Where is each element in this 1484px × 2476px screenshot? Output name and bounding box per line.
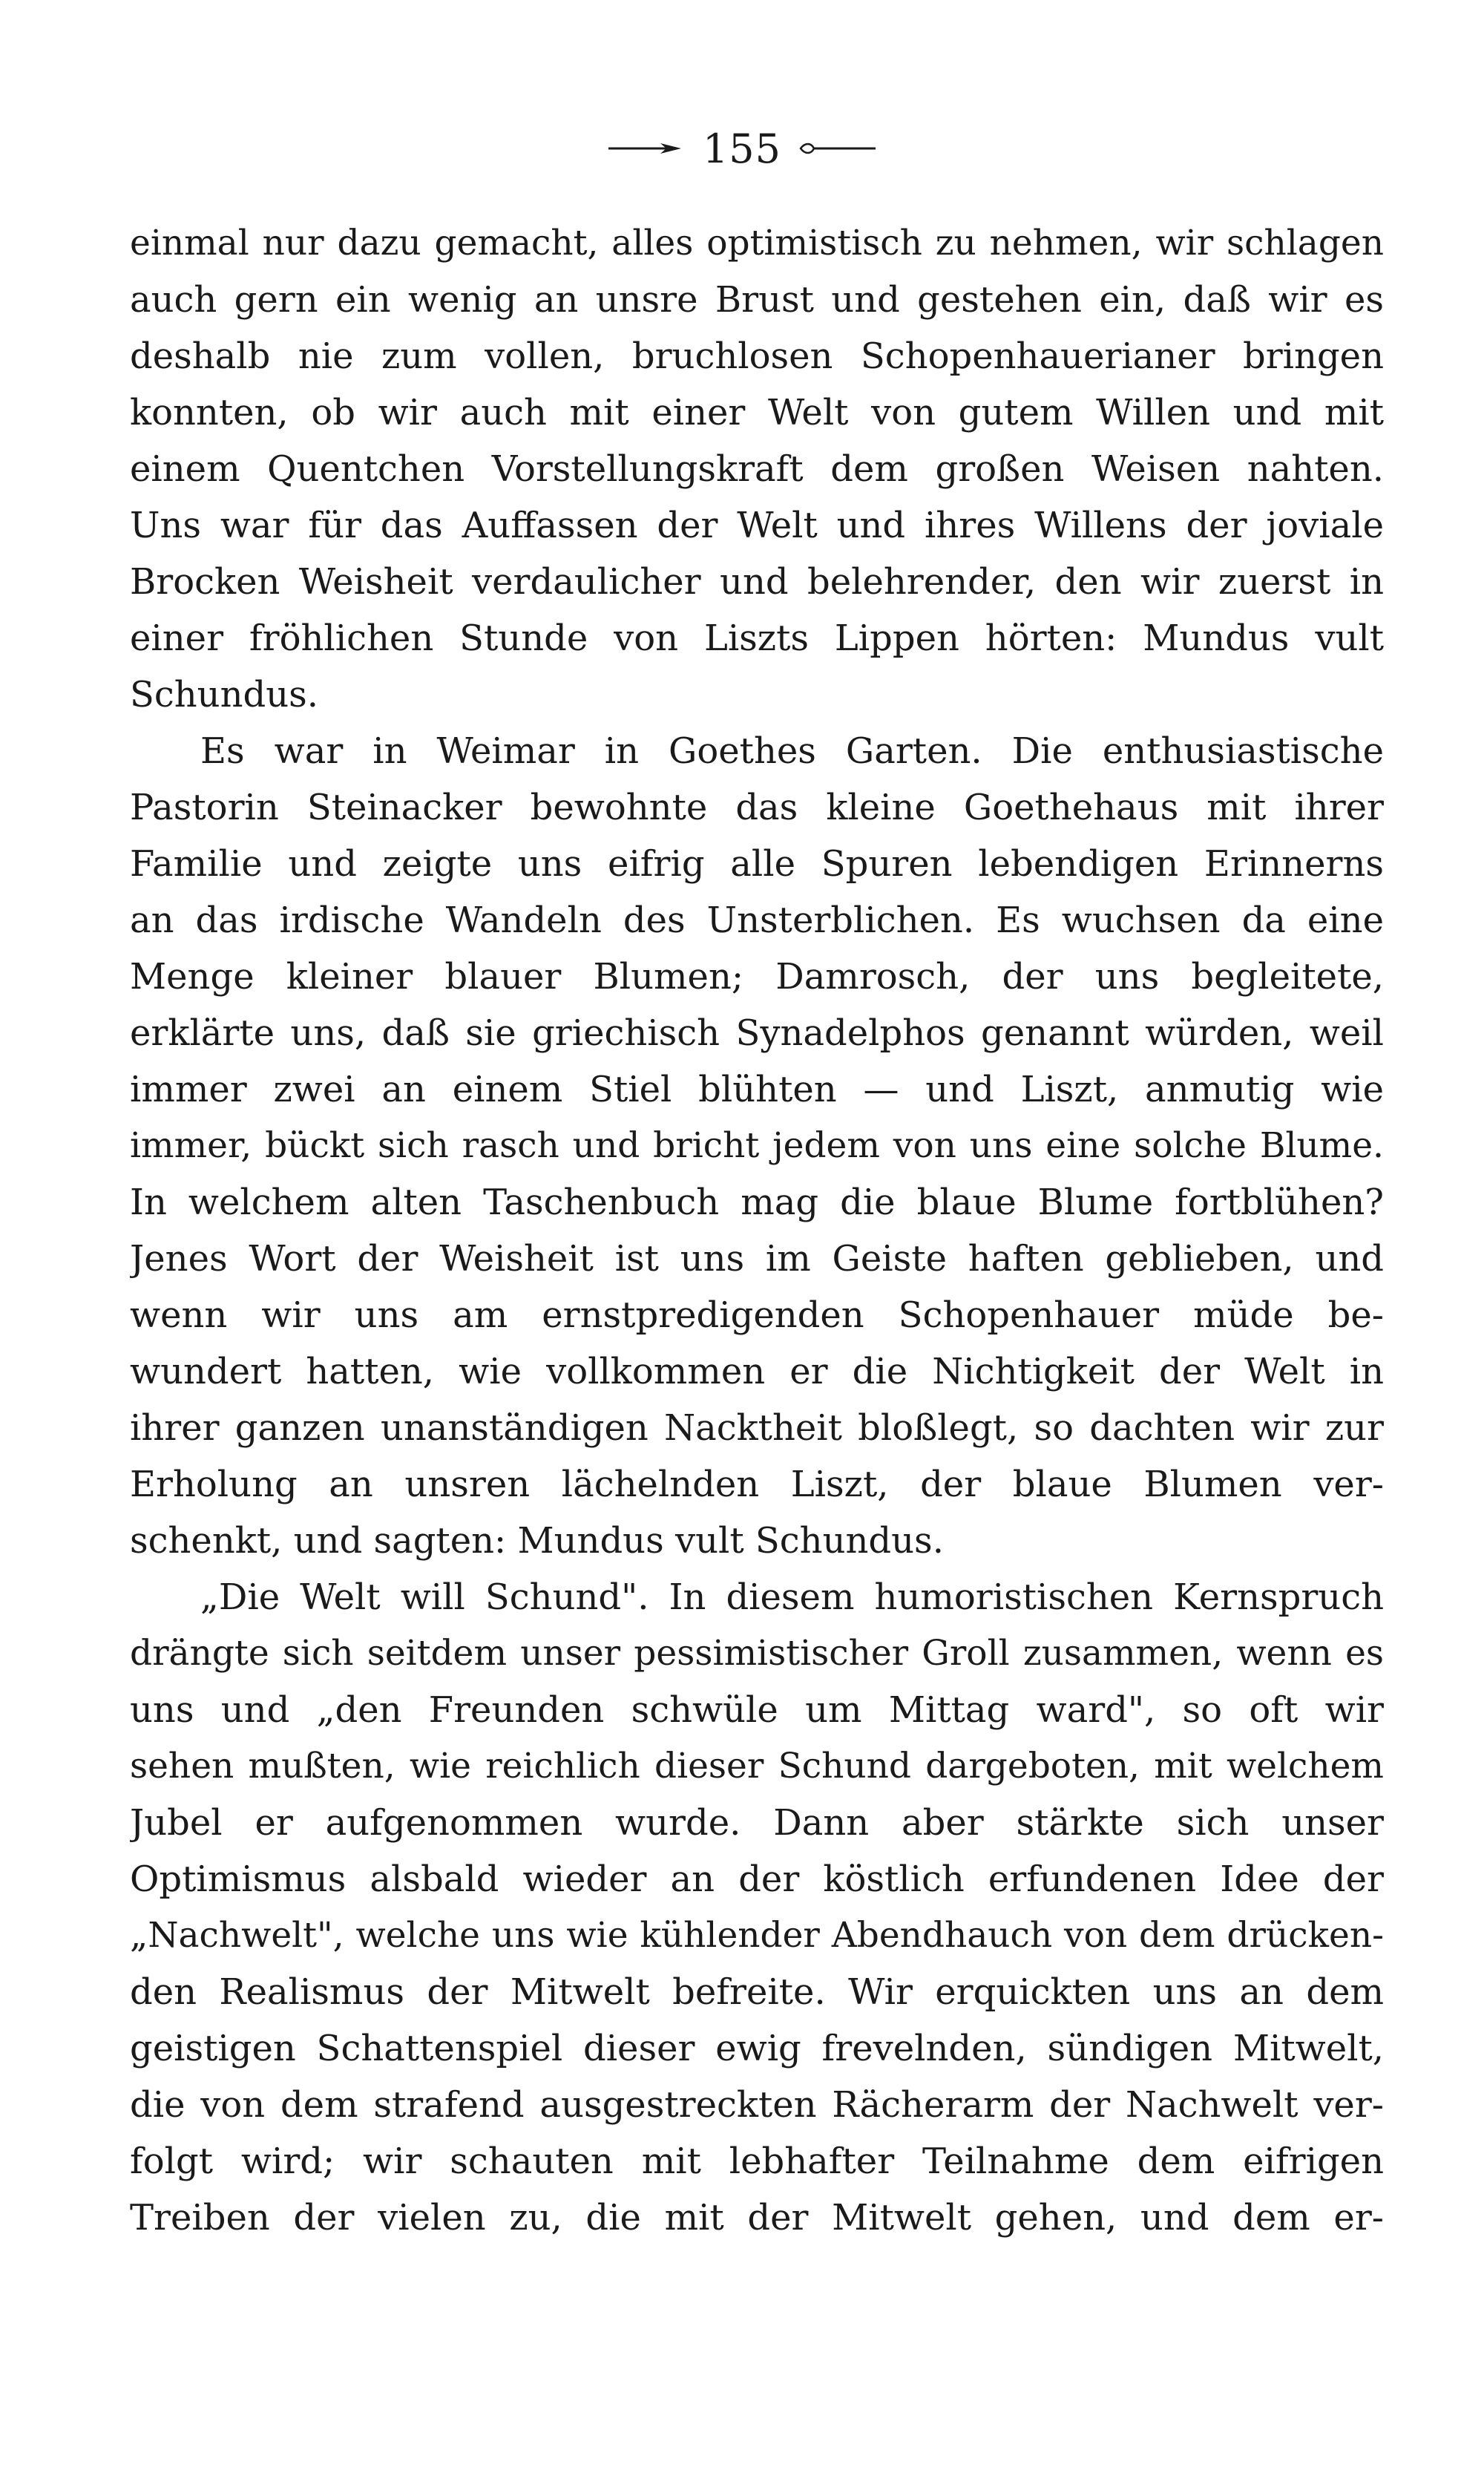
text-line: Jenes Wort der Weisheit ist uns im Geiste haften geblieben, und [130, 1238, 1384, 1280]
text-line: Treiben der vielen zu, die mit der Mitwelt gehen, und dem er- [130, 2197, 1384, 2238]
text-line: „Nachwelt", welche uns wie kühlender Abendhauch von dem drücken- [130, 1915, 1384, 1956]
text-line: die von dem strafend ausgestreckten Rächerarm der Nachwelt ver- [130, 2084, 1384, 2126]
text-line: In welchem alten Taschenbuch mag die blaue Blume fortblühen? [130, 1182, 1384, 1223]
text-line: einmal nur dazu gemacht, alles optimistisch zu nehmen, wir schlagen [130, 223, 1384, 263]
text-line: erklärte uns, daß sie griechisch Synadelphos genannt würden, weil [130, 1012, 1384, 1054]
page-number: 155 [702, 125, 782, 172]
text-line: geistigen Schattenspiel dieser ewig frevelnden, sündigen Mitwelt, [130, 2028, 1384, 2069]
text-line: drängte sich seitdem unser pessimistischer Groll zusammen, wenn es [130, 1633, 1384, 1674]
text-line: den Realismus der Mitwelt befreite. Wir erquickten uns an dem [130, 1971, 1384, 2013]
text-line: wundert hatten, wie vollkommen er die Nichtigkeit der Welt in [130, 1351, 1384, 1392]
text-line: sehen mußten, wie reichlich dieser Schund dargeboten, mit welchem [130, 1746, 1384, 1786]
text-line: an das irdische Wandeln des Unsterblichen. Es wuchsen da eine [130, 900, 1384, 941]
text-line: Jubel er aufgenommen wurde. Dann aber stärkte sich unser [130, 1802, 1384, 1844]
right-ornament-icon [798, 141, 876, 156]
text-line: konnten, ob wir auch mit einer Welt von gutem Willen und mit [130, 392, 1384, 433]
text-line: immer zwei an einem Stiel blühten — und Liszt, anmutig wie [130, 1069, 1384, 1110]
body-text [130, 215, 1384, 2246]
text-line: einem Quentchen Vorstellungskraft dem großen Weisen nahten. [130, 448, 1384, 490]
text-line: Pastorin Steinacker bewohnte das kleine Goethehaus mit ihrer [130, 787, 1384, 828]
text-line: Familie und zeigte uns eifrig alle Spuren lebendigen Erinnerns [130, 843, 1384, 885]
text-line: wenn wir uns am ernstpredigenden Schopenhauer müde be- [130, 1294, 1384, 1336]
text-line: immer, bückt sich rasch und bricht jedem von uns eine solche Blume. [130, 1125, 1384, 1166]
page-header [0, 122, 1484, 174]
text-line: auch gern ein wenig an unsre Brust und gestehen ein, daß wir es [130, 279, 1384, 321]
text-line: Uns war für das Auffassen der Welt und ihres Willens der joviale [130, 505, 1384, 546]
text-line: Menge kleiner blauer Blumen; Damrosch, der uns begleitete, [130, 956, 1384, 998]
text-line: Schundus. [130, 674, 319, 715]
text-line: folgt wird; wir schauten mit lebhafter Teilnahme dem eifrigen [130, 2141, 1384, 2182]
text-line: schenkt, und sagten: Mundus vult Schundus. [130, 1520, 944, 1562]
text-line: Optimismus alsbald wieder an der köstlich erfundenen Idee der [130, 1858, 1384, 1900]
text-line: deshalb nie zum vollen, bruchlosen Schopenhauerianer bringen [130, 335, 1384, 377]
left-ornament-icon [608, 141, 686, 156]
text-line: ihrer ganzen unanständigen Nacktheit bloßlegt, so dachten wir zur [130, 1407, 1384, 1449]
text-line: einer fröhlichen Stunde von Liszts Lippen hörten: Mundus vult [130, 618, 1384, 659]
text-line: Brocken Weisheit verdaulicher und belehrender, den wir zuerst in [130, 561, 1384, 603]
text-line: Erholung an unsren lächelnden Liszt, der blaue Blumen ver- [130, 1464, 1384, 1505]
text-line: Es war in Weimar in Goethes Garten. Die enthusiastische [200, 730, 1384, 772]
text-line: uns und „den Freunden schwüle um Mittag ward", so oft wir [130, 1689, 1384, 1731]
text-line: „Die Welt will Schund". In diesem humoristischen Kernspruch [200, 1576, 1384, 1618]
